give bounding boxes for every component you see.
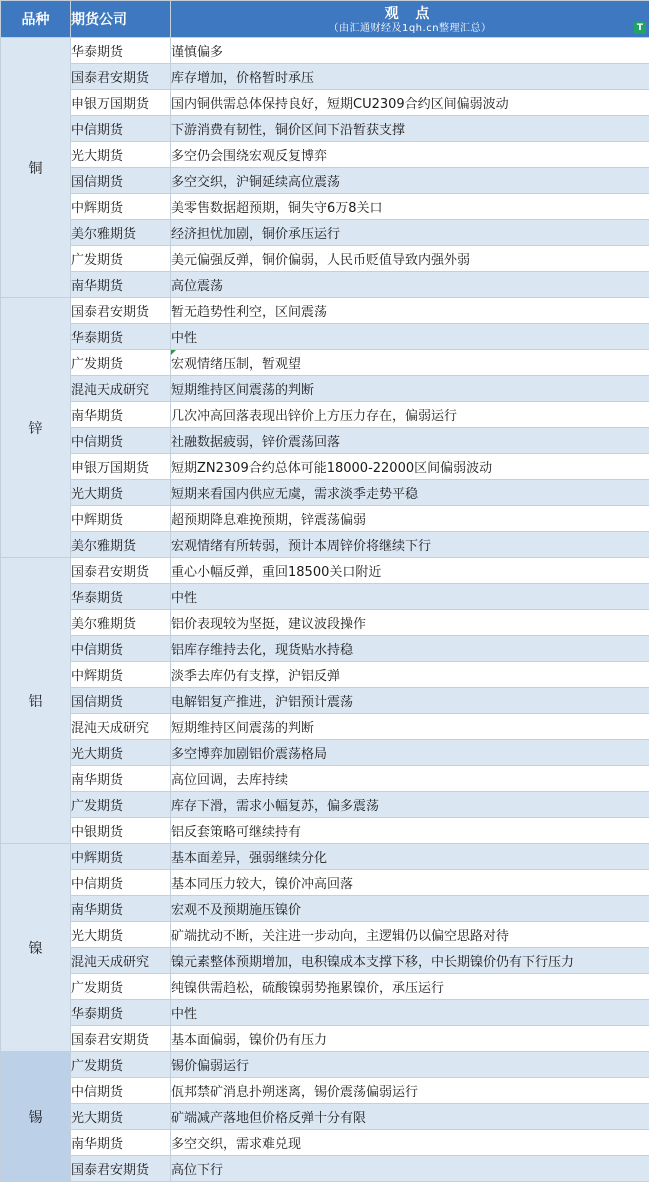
- view-text: 下游消费有韧性，铜价区间下沿暂获支撑: [171, 123, 406, 138]
- variety-cell: 锌: [1, 298, 71, 558]
- table-row: [1, 610, 649, 636]
- view-cell: [171, 688, 649, 714]
- table-row: [1, 298, 649, 324]
- view-text: 锡价偏弱运行: [171, 1059, 250, 1074]
- view-text: 铝价表现较为坚挺，建议波段操作: [171, 617, 367, 632]
- view-cell: [171, 792, 649, 818]
- company-cell: 中辉期货: [71, 662, 171, 688]
- view-text: 中性: [171, 1007, 198, 1022]
- company-cell: 广发期货: [71, 974, 171, 1000]
- table-row: [1, 818, 649, 844]
- table-row: [1, 792, 649, 818]
- company-cell: 国信期货: [71, 168, 171, 194]
- table-row: [1, 532, 649, 558]
- view-text: 社融数据疲弱，锌价震荡回落: [171, 435, 341, 450]
- company-cell: 中辉期货: [71, 844, 171, 870]
- view-cell: [171, 350, 649, 376]
- company-cell: 华泰期货: [71, 38, 171, 64]
- table-row: [1, 324, 649, 350]
- view-cell: [171, 922, 649, 948]
- view-text: 超预期降息难挽预期，锌震荡偏弱: [171, 513, 367, 528]
- view-cell: [171, 272, 649, 298]
- company-cell: 混沌天成研究: [71, 376, 171, 402]
- table-row: [1, 506, 649, 532]
- view-text: 矿端扰动不断，关注进一步动向，主逻辑仍以偏空思路对待: [171, 929, 510, 944]
- view-text: 暂无趋势性利空，区间震荡: [171, 305, 328, 320]
- view-cell: [171, 376, 649, 402]
- table-row: [1, 454, 649, 480]
- view-text: 谨慎偏多: [171, 45, 224, 60]
- table-row: [1, 1000, 649, 1026]
- company-cell: 广发期货: [71, 1052, 171, 1078]
- table-row: [1, 740, 649, 766]
- view-cell: [171, 662, 649, 688]
- company-cell: 国泰君安期货: [71, 64, 171, 90]
- company-cell: 申银万国期货: [71, 90, 171, 116]
- view-cell: [171, 870, 649, 896]
- company-cell: 国信期货: [71, 688, 171, 714]
- view-text: 多空交织，沪铜延续高位震荡: [171, 175, 341, 190]
- company-cell: 广发期货: [71, 350, 171, 376]
- view-cell: [171, 636, 649, 662]
- table-row: [1, 272, 649, 298]
- company-cell: 中信期货: [71, 116, 171, 142]
- view-text: 美零售数据超预期，铜失守6万8关口: [171, 201, 383, 216]
- table-row: [1, 428, 649, 454]
- view-text: 中性: [171, 591, 198, 606]
- company-cell: 广发期货: [71, 246, 171, 272]
- view-cell: [171, 610, 649, 636]
- company-cell: 美尔雅期货: [71, 610, 171, 636]
- view-text: 短期ZN2309合约总体可能18000-22000区间偏弱波动: [171, 461, 493, 476]
- view-text: 多空仍会围绕宏观反复博弈: [171, 149, 328, 164]
- table-row: [1, 1078, 649, 1104]
- view-cell: [171, 974, 649, 1000]
- view-cell: [171, 220, 649, 246]
- company-cell: 广发期货: [71, 792, 171, 818]
- view-cell: [171, 1052, 649, 1078]
- view-cell: [171, 38, 649, 64]
- table-row: [1, 116, 649, 142]
- company-cell: 中信期货: [71, 636, 171, 662]
- table-row: [1, 662, 649, 688]
- table-row: [1, 38, 649, 64]
- view-cell: [171, 740, 649, 766]
- view-cell: [171, 402, 649, 428]
- table-row: [1, 922, 649, 948]
- view-text: 多空博弈加剧铝价震荡格局: [171, 747, 328, 762]
- table-row: [1, 974, 649, 1000]
- table-row: [1, 584, 649, 610]
- view-text: 宏观情绪压制，暂观望: [171, 357, 302, 372]
- view-cell: [171, 1104, 649, 1130]
- view-cell: [171, 766, 649, 792]
- company-cell: 南华期货: [71, 766, 171, 792]
- header-variety: 品种: [1, 1, 71, 38]
- text-format-tag-icon[interactable]: T: [634, 22, 646, 34]
- view-cell: [171, 896, 649, 922]
- view-cell: [171, 844, 649, 870]
- company-cell: 中信期货: [71, 428, 171, 454]
- view-text: 美元偏强反弹，铜价偏弱，人民币贬值导致内强外弱: [171, 253, 471, 268]
- view-cell: [171, 1130, 649, 1156]
- company-cell: 国泰君安期货: [71, 1156, 171, 1182]
- header-view-title: 观 点: [384, 5, 436, 22]
- view-cell: [171, 168, 649, 194]
- view-text: 矿端减产落地但价格反弹十分有限: [171, 1111, 367, 1126]
- company-cell: 美尔雅期货: [71, 220, 171, 246]
- view-text: 高位下行: [171, 1163, 224, 1178]
- view-cell: [171, 194, 649, 220]
- table-row: [1, 714, 649, 740]
- company-cell: 混沌天成研究: [71, 948, 171, 974]
- view-cell: [171, 142, 649, 168]
- table-row: [1, 194, 649, 220]
- variety-cell: 镍: [1, 844, 71, 1052]
- company-cell: 光大期货: [71, 480, 171, 506]
- header-view: [171, 1, 649, 38]
- view-text: 纯镍供需趋松，硫酸镍弱势拖累镍价，承压运行: [171, 981, 445, 996]
- company-cell: 国泰君安期货: [71, 298, 171, 324]
- company-cell: 申银万国期货: [71, 454, 171, 480]
- view-text: 库存下滑，需求小幅复苏，偏多震荡: [171, 799, 380, 814]
- table-row: [1, 350, 649, 376]
- view-text: 重心小幅反弹，重回18500关口附近: [171, 565, 382, 580]
- view-text: 高位震荡: [171, 279, 224, 294]
- table-row: [1, 948, 649, 974]
- table-row: [1, 896, 649, 922]
- table-row: [1, 1104, 649, 1130]
- table-row: [1, 376, 649, 402]
- view-text: 多空交织，需求难兑现: [171, 1137, 302, 1152]
- company-cell: 中辉期货: [71, 506, 171, 532]
- table-row: [1, 1052, 649, 1078]
- header-company: 期货公司: [71, 1, 171, 38]
- company-cell: 中银期货: [71, 818, 171, 844]
- company-cell: 光大期货: [71, 1104, 171, 1130]
- table-row: [1, 168, 649, 194]
- view-text: 高位回调，去库持续: [171, 773, 289, 788]
- company-cell: 光大期货: [71, 142, 171, 168]
- view-cell: [171, 298, 649, 324]
- table-row: [1, 1130, 649, 1156]
- company-cell: 光大期货: [71, 740, 171, 766]
- view-cell: [171, 1000, 649, 1026]
- view-cell: [171, 246, 649, 272]
- table-row: [1, 870, 649, 896]
- view-text: 基本同压力较大，镍价冲高回落: [171, 877, 354, 892]
- company-cell: 光大期货: [71, 922, 171, 948]
- view-text: 库存增加，价格暂时承压: [171, 71, 315, 86]
- view-text: 铝反套策略可继续持有: [171, 825, 302, 840]
- view-text: 经济担忧加剧，铜价承压运行: [171, 227, 341, 242]
- view-cell: [171, 454, 649, 480]
- view-cell: [171, 116, 649, 142]
- variety-cell: 铝: [1, 558, 71, 844]
- company-cell: 美尔雅期货: [71, 532, 171, 558]
- table-row: [1, 402, 649, 428]
- table-row: [1, 688, 649, 714]
- variety-cell: 铜: [1, 38, 71, 298]
- table-row: [1, 766, 649, 792]
- view-cell: [171, 480, 649, 506]
- table-body: [1, 38, 649, 1182]
- view-cell: [171, 714, 649, 740]
- company-cell: 南华期货: [71, 896, 171, 922]
- table-row: [1, 246, 649, 272]
- view-cell: [171, 1078, 649, 1104]
- cell-comment-marker-icon: [171, 350, 176, 355]
- view-text: 短期维持区间震荡的判断: [171, 383, 315, 398]
- view-cell: [171, 948, 649, 974]
- company-cell: 国泰君安期货: [71, 1026, 171, 1052]
- view-cell: [171, 532, 649, 558]
- view-text: 短期维持区间震荡的判断: [171, 721, 315, 736]
- variety-cell: 锡: [1, 1052, 71, 1182]
- view-text: 短期来看国内供应无虞，需求淡季走势平稳: [171, 487, 419, 502]
- view-cell: [171, 558, 649, 584]
- view-text: 基本面差异，强弱继续分化: [171, 851, 328, 866]
- view-text: 铝库存维持去化，现货贴水持稳: [171, 643, 354, 658]
- table-row: [1, 844, 649, 870]
- table-row: [1, 220, 649, 246]
- view-text: 国内铜供需总体保持良好，短期CU2309合约区间偏弱波动: [171, 97, 509, 112]
- view-text: 宏观不及预期施压镍价: [171, 903, 302, 918]
- view-cell: [171, 584, 649, 610]
- view-cell: [171, 1156, 649, 1182]
- company-cell: 混沌天成研究: [71, 714, 171, 740]
- view-cell: [171, 428, 649, 454]
- view-text: 几次冲高回落表现出锌价上方压力存在，偏弱运行: [171, 409, 458, 424]
- table-row: [1, 90, 649, 116]
- table-row: [1, 480, 649, 506]
- view-cell: [171, 818, 649, 844]
- table-row: [1, 558, 649, 584]
- company-cell: 华泰期货: [71, 324, 171, 350]
- company-cell: 华泰期货: [71, 1000, 171, 1026]
- company-cell: 中信期货: [71, 1078, 171, 1104]
- view-text: 电解铝复产推进，沪铝预计震荡: [171, 695, 354, 710]
- company-cell: 国泰君安期货: [71, 558, 171, 584]
- company-cell: 中辉期货: [71, 194, 171, 220]
- view-cell: [171, 324, 649, 350]
- view-cell: [171, 506, 649, 532]
- company-cell: 南华期货: [71, 1130, 171, 1156]
- table-row: [1, 64, 649, 90]
- view-cell: [171, 1026, 649, 1052]
- view-cell: [171, 90, 649, 116]
- view-text: 淡季去库仍有支撑，沪铝反弹: [171, 669, 341, 684]
- view-text: 基本面偏弱，镍价仍有压力: [171, 1033, 328, 1048]
- table-row: [1, 636, 649, 662]
- view-text: 镍元素整体预期增加，电积镍成本支撑下移，中长期镍价仍有下行压力: [171, 955, 575, 970]
- table-row: [1, 1026, 649, 1052]
- view-cell: [171, 64, 649, 90]
- company-cell: 中信期货: [71, 870, 171, 896]
- table-row: [1, 142, 649, 168]
- header-view-subtitle: （由汇通财经及1qh.cn整理汇总）: [328, 22, 492, 34]
- company-cell: 南华期货: [71, 402, 171, 428]
- view-text: 宏观情绪有所转弱，预计本周锌价将继续下行: [171, 539, 432, 554]
- table-row: [1, 1156, 649, 1182]
- header-row: [1, 1, 649, 38]
- view-text: 佤邦禁矿消息扑朔迷离，锡价震荡偏弱运行: [171, 1085, 419, 1100]
- company-cell: 华泰期货: [71, 584, 171, 610]
- company-cell: 南华期货: [71, 272, 171, 298]
- view-text: 中性: [171, 331, 198, 346]
